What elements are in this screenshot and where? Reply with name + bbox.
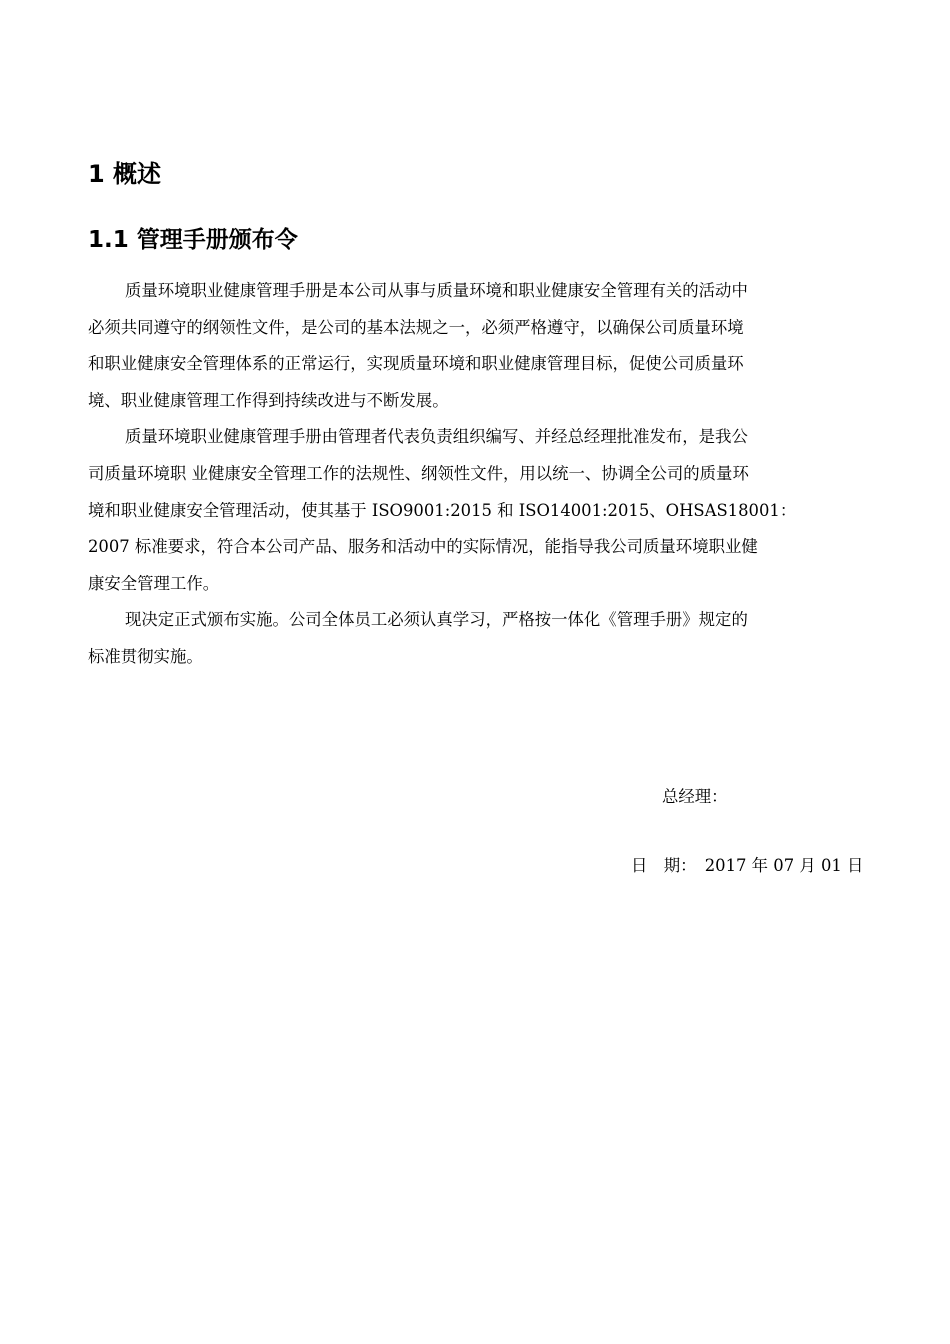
- body-line: 质量环境职业健康管理手册是本公司从事与质量环境和职业健康安全管理有关的活动中: [125, 281, 748, 300]
- body-line: 2007 标准要求，符合本公司产品、服务和活动中的实际情况，能指导我公司质量环境职业健: [88, 537, 758, 557]
- body-line: 现决定正式颁布实施。公司全体员工必须认真学习，严格按一体化《管理手册》规定的: [125, 610, 748, 630]
- body-line: 康安全管理工作。: [88, 573, 220, 593]
- body-line: 和职业健康安全管理体系的正常运行，实现质量环境和职业健康管理目标，促使公司质量环: [88, 354, 744, 374]
- signature-label: 总经理：: [662, 787, 728, 806]
- body-line: 境、职业健康管理工作得到持续改进与不断发展。: [88, 390, 449, 410]
- chapter-heading: 1 概述: [88, 160, 162, 188]
- body-text: [88, 273, 868, 676]
- body-line: 境和职业健康安全管理活动，使其基于 ISO9001:2015 和 ISO14001:2015、OHSAS18001：: [88, 500, 797, 520]
- body-line: 标准贯彻实施。: [88, 646, 203, 666]
- body-line: 司质量环境职 业健康安全管理工作的法规性、纲领性文件，用以统一、协调全公司的质量环: [88, 463, 749, 483]
- section-heading: 1.1 管理手册颁布令: [88, 227, 298, 253]
- body-line: 质量环境职业健康管理手册由管理者代表负责组织编写、并经总经理批准发布，是我公: [125, 427, 748, 447]
- body-line: 必须共同遵守的纲领性文件，是公司的基本法规之一，必须严格遵守，以确保公司质量环境: [88, 317, 744, 337]
- date-line: 日 期： 2017 年 07 月 01 日: [631, 856, 864, 875]
